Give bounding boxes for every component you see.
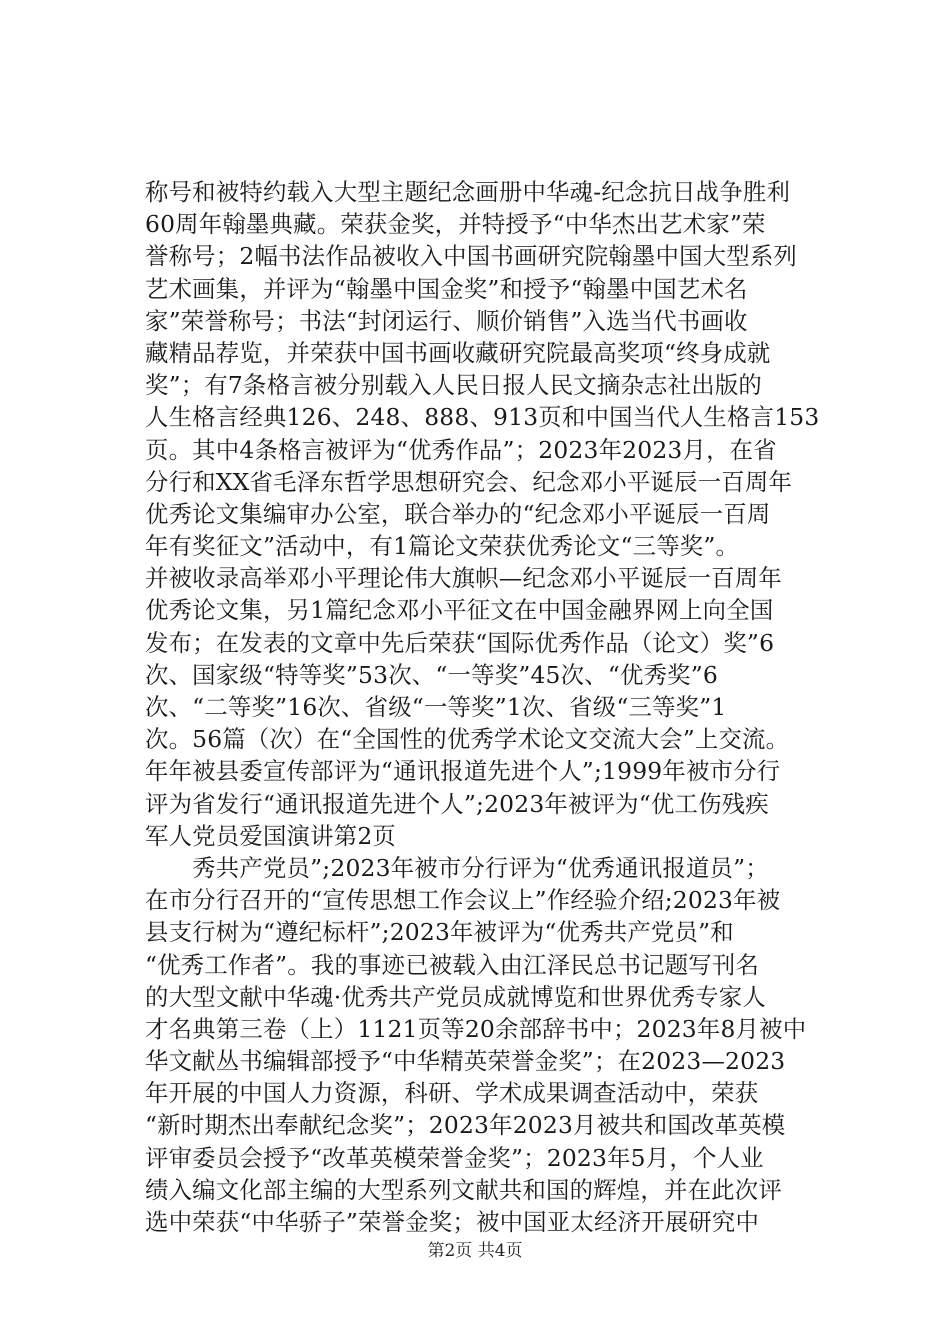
text-line: 优秀论文集编审办公室，联合举办的“纪念邓小平诞辰一百周 [145, 499, 771, 528]
text-line: 发布；在发表的文章中先后荣获“国际优秀作品（论文）奖”6 [145, 628, 775, 657]
text-line: 才名典第三卷（上）1121页等20余部辞书中；2023年8月被中 [145, 1014, 807, 1043]
text-line: 次。56篇（次）在“全国性的优秀学术论文交流大会”上交流。 [145, 725, 790, 754]
text-line: 绩入编文化部主编的大型系列文献共和国的辉煌，并在此次评 [145, 1175, 782, 1204]
body-text [145, 176, 825, 1238]
text-line: 次、“二等奖”16次、省级“一等奖”1次、省级“三等奖”1 [145, 693, 727, 721]
text-line: “新时期杰出奉献纪念奖”；2023年2023月被共和国改革英模 [145, 1111, 786, 1140]
text-line: 称号和被特约载入大型主题纪念画册中华魂-纪念抗日战争胜利 [145, 178, 791, 206]
text-line: 军人党员爱国演讲第2页 [145, 821, 396, 850]
text-line: 秀共产党员”;2023年被市分行评为“优秀通讯报道员”； [145, 853, 769, 882]
text-line: 县支行树为“遵纪标杆”;2023年被评为“优秀共产党员”和 [145, 918, 734, 947]
text-line: 分行和XX省毛泽东哲学思想研究会、纪念邓小平诞辰一百周年 [145, 467, 793, 496]
text-line: 60周年翰墨典藏。荣获金奖，并特授予“中华杰出艺术家”荣 [145, 210, 766, 239]
page-footer: 第2页 共4页 [427, 1241, 523, 1261]
text-line: 评审委员会授予“改革英模荣誉金奖”；2023年5月，个人业 [145, 1143, 764, 1172]
text-line: 年开展的中国人力资源，科研、学术成果调查活动中，荣获 [145, 1079, 759, 1108]
text-line: 藏精品荐览，并荣获中国书画收藏研究院最高奖项“终身成就 [145, 338, 771, 367]
text-line: 誉称号；2幅书法作品被收入中国书画研究院翰墨中国大型系列 [145, 242, 798, 271]
text-line: 在市分行召开的“宣传思想工作会议上”作经验介绍;2023年被 [145, 886, 781, 915]
text-line: 评为省发行“通讯报道先进个人”;2023年被评为“优工伤残疾 [145, 789, 769, 818]
text-line: 次、国家级“特等奖”53次、“一等奖”45次、“优秀奖”6 [145, 660, 718, 689]
text-line: 奖”；有7条格言被分别载入人民日报人民文摘杂志社出版的 [145, 371, 763, 400]
text-line: 年有奖征文”活动中，有1篇论文荣获优秀论文“三等奖”。 [145, 532, 740, 561]
text-line: 优秀论文集，另1篇纪念邓小平征文在中国金融界网上向全国 [145, 596, 774, 625]
text-line: 艺术画集，并评为“翰墨中国金奖”和授予“翰墨中国艺术名 [145, 274, 748, 303]
text-line: 家”荣誉称号；书法“封闭运行、顺价销售”入选当代书画收 [145, 306, 748, 335]
text-line: 人生格言经典126、248、888、913页和中国当代人生格言153 [145, 403, 820, 432]
text-line: 华文献丛书编辑部授予“中华精英荣誉金奖”；在2023—2023 [145, 1047, 786, 1076]
text-line: 选中荣获“中华骄子”荣誉金奖；被中国亚太经济开展研究中 [145, 1208, 760, 1236]
text-line: “优秀工作者”。我的事迹已被载入由江泽民总书记题写刊名 [145, 950, 760, 979]
text-line: 并被收录高举邓小平理论伟大旗帜—纪念邓小平诞辰一百周年 [145, 564, 782, 593]
text-line: 页。其中4条格言被评为“优秀作品”；2023年2023月，在省 [145, 435, 777, 464]
text-line: 的大型文献中华魂·优秀共产党员成就博览和世界优秀专家人 [145, 982, 766, 1011]
text-line: 年年被县委宣传部评为“通讯报道先进个人”;1999年被市分行 [145, 757, 781, 786]
